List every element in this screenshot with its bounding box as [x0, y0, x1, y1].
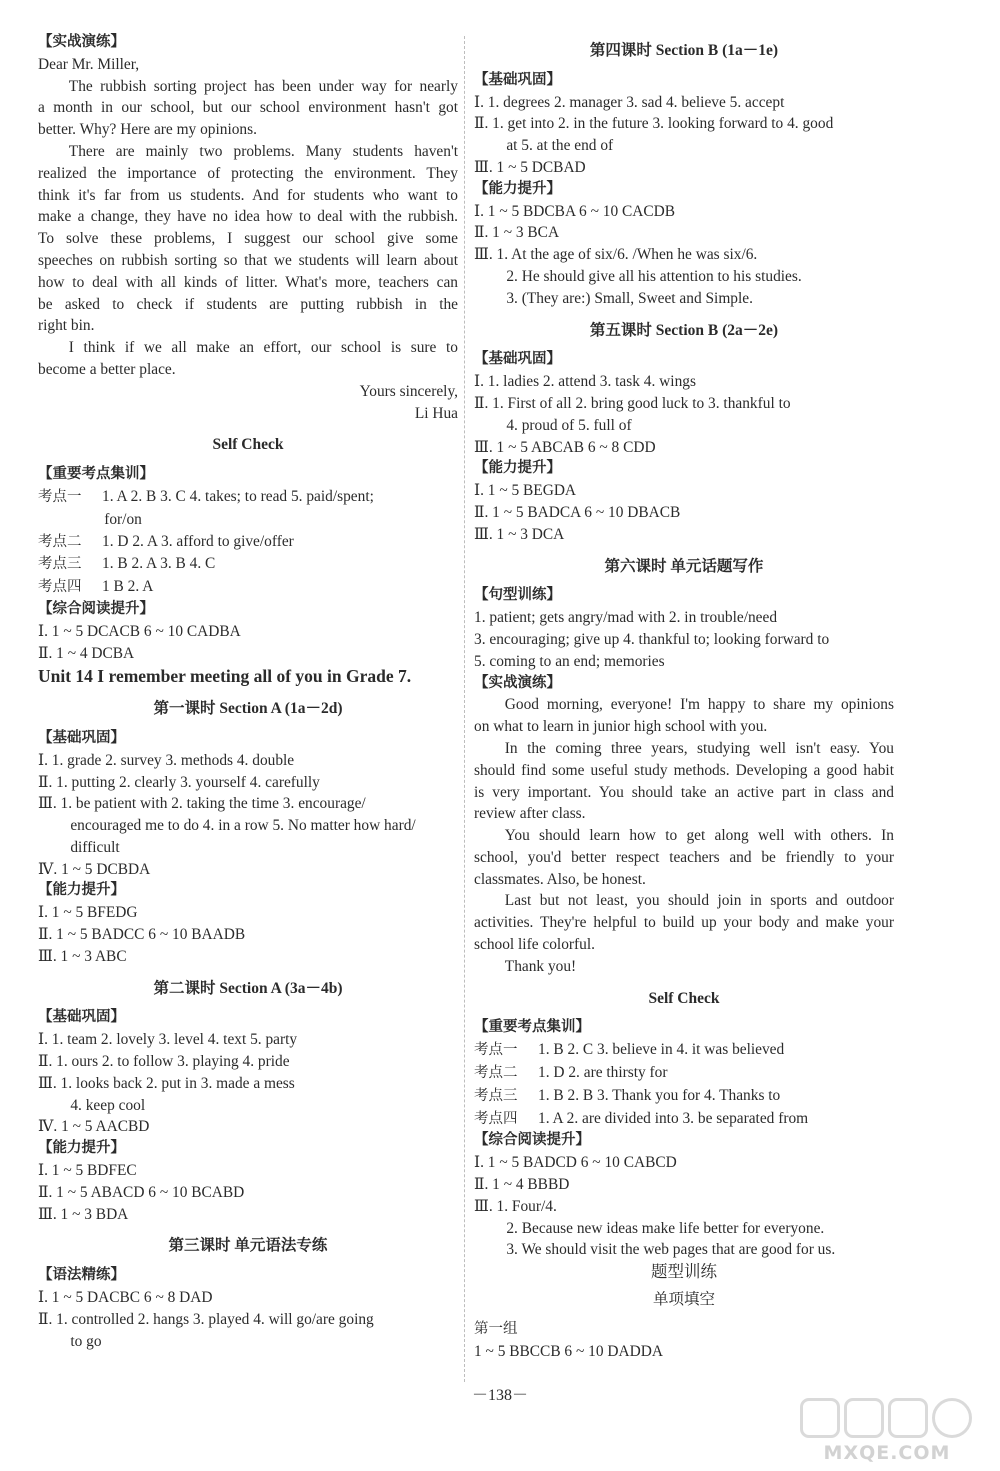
lesson-1 — [38, 698, 458, 968]
answer-line: Ⅲ. 1 ~ 5 DCBAD — [474, 158, 586, 176]
lesson-title: 第四课时 Section B (1a－1e) — [589, 42, 779, 59]
answer-line: Ⅲ. 1 ~ 3 BDA — [38, 1205, 129, 1223]
answer-line: Ⅰ. 1. degrees 2. manager 3. sad 4. believe 5. accept — [474, 93, 785, 111]
answer-line: 5. coming to an end; memories — [474, 652, 665, 670]
lesson-4 — [474, 40, 894, 310]
letter-signature: Li Hua — [414, 404, 458, 422]
answer-line: 1. D 2. are thirsty for — [538, 1064, 668, 1082]
watermark-logo-cell — [844, 1398, 884, 1438]
essay-line: The rubbish sorting project has been under way for nearly — [68, 77, 458, 95]
speech-line: classmates. Also, be honest. — [474, 870, 646, 888]
lesson-title: 第一课时 Section A (1a－2d) — [153, 700, 343, 718]
watermark-url: MXQE.COM — [823, 1442, 951, 1464]
answer-line: Ⅳ. 1 ~ 5 DCBDA — [38, 860, 151, 878]
speech-line: Thank you! — [504, 957, 577, 975]
answer-line: Ⅱ. 1. putting 2. clearly 3. yourself 4. carefully — [38, 773, 320, 791]
essay-line: I think if we all make an effort, our school is sure to — [68, 339, 458, 357]
speech-line: should find some useful study methods. Developing a good habit — [474, 761, 894, 779]
lesson-title: 第三课时 单元语法专练 — [168, 1237, 328, 1255]
point-label: 考点三 — [474, 1087, 518, 1104]
section-tag: 【重要考点集训】 — [38, 466, 154, 483]
answer-line: Ⅰ. 1 ~ 5 DACBC 6 ~ 8 DAD — [38, 1289, 213, 1307]
section-tag: 【能力提升】 — [474, 180, 561, 197]
essay-line: become a better place. — [38, 360, 176, 378]
page-number: －138－ — [471, 1387, 528, 1404]
answer-line: Ⅲ. 1. looks back 2. put in 3. made a mess — [38, 1074, 295, 1092]
answer-line: Ⅰ. 1 ~ 5 BFEDG — [38, 904, 138, 922]
section-tag: 【语法精练】 — [38, 1267, 125, 1284]
section-tag: 【综合阅读提升】 — [38, 600, 154, 617]
answer-line: 3. We should visit the web pages that are good for us. — [506, 1241, 836, 1259]
section-tag: 【基础巩固】 — [474, 351, 561, 368]
answer-line: Ⅰ. 1. ladies 2. attend 3. task 4. wings — [474, 373, 696, 391]
answer-line: Ⅱ. 1. get into 2. in the future 3. looking forward to 4. good — [474, 115, 834, 133]
essay-line: speeches on rubbish sorting so that we students will learn about — [38, 251, 458, 269]
answer-line: Ⅱ. 1 ~ 5 BADCC 6 ~ 10 BAADB — [38, 926, 246, 944]
answer-line: Ⅱ. 1 ~ 3 BCA — [474, 224, 560, 242]
speech-line: on what to learn in junior high school with you. — [474, 718, 768, 736]
lesson-title: 第二课时 Section A (3a－4b) — [153, 979, 343, 997]
answer-line: 1. B 2. A 3. B 4. C — [102, 555, 216, 573]
lesson-title: 第五课时 Section B (2a－2e) — [589, 321, 779, 339]
essay-line: think it's far from us students. And for students who want to — [38, 186, 458, 204]
point-label: 考点四 — [38, 579, 82, 596]
answer-line: Ⅰ. 1 ~ 5 BADCD 6 ~ 10 CABCD — [474, 1154, 677, 1172]
answer-line: 4. keep cool — [70, 1096, 146, 1114]
answer-line: Ⅱ. 1. controlled 2. hangs 3. played 4. will go/are going — [38, 1310, 374, 1328]
section-tag: 【基础巩固】 — [38, 1009, 125, 1026]
speech-line: In the coming three years, studying well isn't easy. You — [504, 739, 894, 757]
section-tag: 【基础巩固】 — [38, 729, 125, 746]
unit-title: Unit 14 I remember meeting all of you in Grade 7. — [38, 666, 412, 687]
answer-line: Ⅰ. 1 ~ 5 DCACB 6 ~ 10 CADBA — [38, 622, 241, 640]
answer-line: 1. A 2. B 3. C 4. takes; to read 5. paid/spent; — [102, 487, 374, 505]
watermark-logo — [800, 1398, 976, 1442]
answer-line: for/on — [104, 510, 142, 528]
section-title: Self Check — [648, 989, 720, 1007]
answer-line: Ⅰ. 1 ~ 5 BEGDA — [474, 482, 577, 500]
answer-line: at 5. at the end of — [506, 137, 614, 155]
answer-line: Ⅲ. 1 ~ 3 DCA — [474, 525, 565, 543]
essay-line: realized the importance of protecting the environment. They — [38, 164, 458, 182]
point-label: 考点一 — [38, 488, 82, 505]
answer-line: Ⅱ. 1 ~ 5 ABACD 6 ~ 10 BCABD — [38, 1183, 245, 1201]
answer-line: Ⅲ. 1 ~ 5 ABCAB 6 ~ 8 CDD — [474, 438, 656, 456]
watermark-logo-cell — [888, 1398, 928, 1438]
lesson-title: 第六课时 单元话题写作 — [604, 557, 764, 575]
answer-line: Ⅰ. 1 ~ 5 BDFEC — [38, 1162, 137, 1180]
section-tag: 【能力提升】 — [38, 882, 125, 899]
speech-line: review after class. — [474, 805, 586, 823]
answer-line: Ⅱ. 1 ~ 4 BBBD — [474, 1176, 570, 1194]
answer-line: Ⅲ. 1. Four/4. — [474, 1197, 557, 1215]
answer-line: Ⅰ. 1. team 2. lovely 3. level 4. text 5. party — [38, 1031, 298, 1049]
watermark-logo-cell — [800, 1398, 840, 1438]
point-label: 考点三 — [38, 556, 82, 573]
section-tag: 【基础巩固】 — [474, 71, 561, 88]
answer-line: difficult — [70, 838, 120, 856]
essay-line: be asked to check if students are putting rubbish in the — [38, 295, 458, 313]
answer-line: Ⅱ. 1 ~ 5 BADCA 6 ~ 10 DBACB — [474, 503, 681, 521]
answer-line: 1. B 2. C 3. believe in 4. it was believed — [538, 1041, 785, 1059]
answer-line: Ⅳ. 1 ~ 5 AACBD — [38, 1118, 150, 1136]
answer-line: 1 B 2. A — [102, 578, 154, 596]
self-check-section — [474, 988, 894, 1262]
essay-line: a month in our school, but our school environment hasn't got — [38, 99, 458, 117]
speech-line: Last but not least, you should join in sports and outdoor — [504, 892, 894, 910]
column-divider — [464, 36, 465, 1382]
answer-line: encouraged me to do 4. in a row 5. No matter how hard/ — [70, 817, 416, 835]
answer-line: Ⅱ. 1 ~ 4 DCBA — [38, 644, 135, 662]
speech-line: Good morning, everyone! I'm happy to share my opinions — [504, 696, 894, 714]
lesson-3 — [38, 1235, 458, 1352]
practice-title: 题型训练 — [651, 1262, 717, 1282]
right-column — [474, 32, 894, 1362]
watermark — [792, 1398, 982, 1466]
lesson-6 — [474, 556, 894, 978]
answer-line: Ⅲ. 1 ~ 3 ABC — [38, 947, 127, 965]
point-label: 考点四 — [474, 1110, 518, 1127]
point-label: 考点一 — [474, 1042, 518, 1059]
section-tag: 【实战演练】 — [38, 34, 125, 50]
answer-line: 4. proud of 5. full of — [506, 416, 632, 434]
lesson-2 — [38, 978, 458, 1226]
section-tag: 【能力提升】 — [474, 460, 561, 477]
point-label: 考点二 — [38, 533, 82, 550]
letter-salutation: Dear Mr. Miller, — [38, 55, 140, 73]
answer-line: 1. D 2. A 3. afford to give/offer — [102, 532, 294, 550]
answer-line: 1 ~ 5 BBCCB 6 ~ 10 DADDA — [474, 1342, 663, 1360]
essay-line: make a change, they have no idea how to deal with the rubbish. — [38, 208, 458, 226]
letter-closing: Yours sincerely, — [359, 382, 458, 400]
answer-line: to go — [70, 1332, 102, 1350]
speech-line: is very important. You should take an active part in class and — [474, 783, 894, 801]
answer-line: Ⅰ. 1 ~ 5 BDCBA 6 ~ 10 CACDB — [474, 202, 676, 220]
essay-line: There are mainly two problems. Many students haven't — [68, 142, 458, 160]
essay-line: better. Why? Here are my opinions. — [38, 121, 257, 139]
section-tag: 【句型训练】 — [474, 587, 561, 604]
speech-line: school, you'd better respect teachers and be friendly to your — [474, 848, 894, 866]
answer-line: 3. encouraging; give up 4. thankful to; looking forward to — [474, 630, 830, 648]
answer-line: Ⅱ. 1. ours 2. to follow 3. playing 4. pride — [38, 1053, 290, 1071]
section-tag: 【重要考点集训】 — [474, 1019, 590, 1036]
section-tag: 【实战演练】 — [474, 674, 561, 691]
lesson-5 — [474, 320, 894, 546]
speech-line: You should learn how to get along well with others. In — [504, 827, 894, 845]
answer-line: 1. B 2. B 3. Thank you for 4. Thanks to — [538, 1086, 781, 1104]
point-label: 考点二 — [474, 1065, 518, 1082]
answer-line: 2. He should give all his attention to his studies. — [506, 267, 802, 285]
essay-line: To solve these problems, I suggest our school give some — [38, 230, 458, 248]
section-title: Self Check — [212, 436, 284, 454]
answer-line: 2. Because new ideas make life better for everyone. — [506, 1219, 825, 1237]
answer-line: Ⅰ. 1. grade 2. survey 3. methods 4. double — [38, 751, 295, 769]
answer-line: Ⅱ. 1. First of all 2. bring good luck to 3. thankful to — [474, 394, 791, 412]
answer-line: Ⅲ. 1. be patient with 2. taking the time 3. encourage/ — [38, 795, 366, 813]
answer-line: 1. patient; gets angry/mad with 2. in trouble/need — [474, 609, 778, 627]
speech-line: activities. They're helpful to build up your body and make your — [474, 914, 894, 932]
essay-line: how to deal with all kinds of litter. What's more, teachers can — [38, 273, 458, 291]
practice-section — [474, 1261, 894, 1362]
practice-subtitle: 单项填空 — [652, 1290, 715, 1309]
answer-line: Ⅲ. 1. At the age of six/6. /When he was six/6. — [474, 246, 758, 264]
answer-line: 1. A 2. are divided into 3. be separated from — [538, 1109, 809, 1127]
speech-line: school life colorful. — [474, 936, 595, 954]
left-column — [38, 32, 458, 1352]
section-tag: 【综合阅读提升】 — [474, 1132, 590, 1149]
essay-line: right bin. — [38, 317, 95, 335]
group-label: 第一组 — [474, 1320, 518, 1337]
section-tag: 【能力提升】 — [38, 1140, 125, 1157]
answer-line: 3. (They are:) Small, Sweet and Simple. — [506, 289, 753, 307]
self-check-section — [38, 434, 458, 664]
essay-section — [38, 32, 458, 424]
watermark-logo-cell — [932, 1398, 972, 1438]
